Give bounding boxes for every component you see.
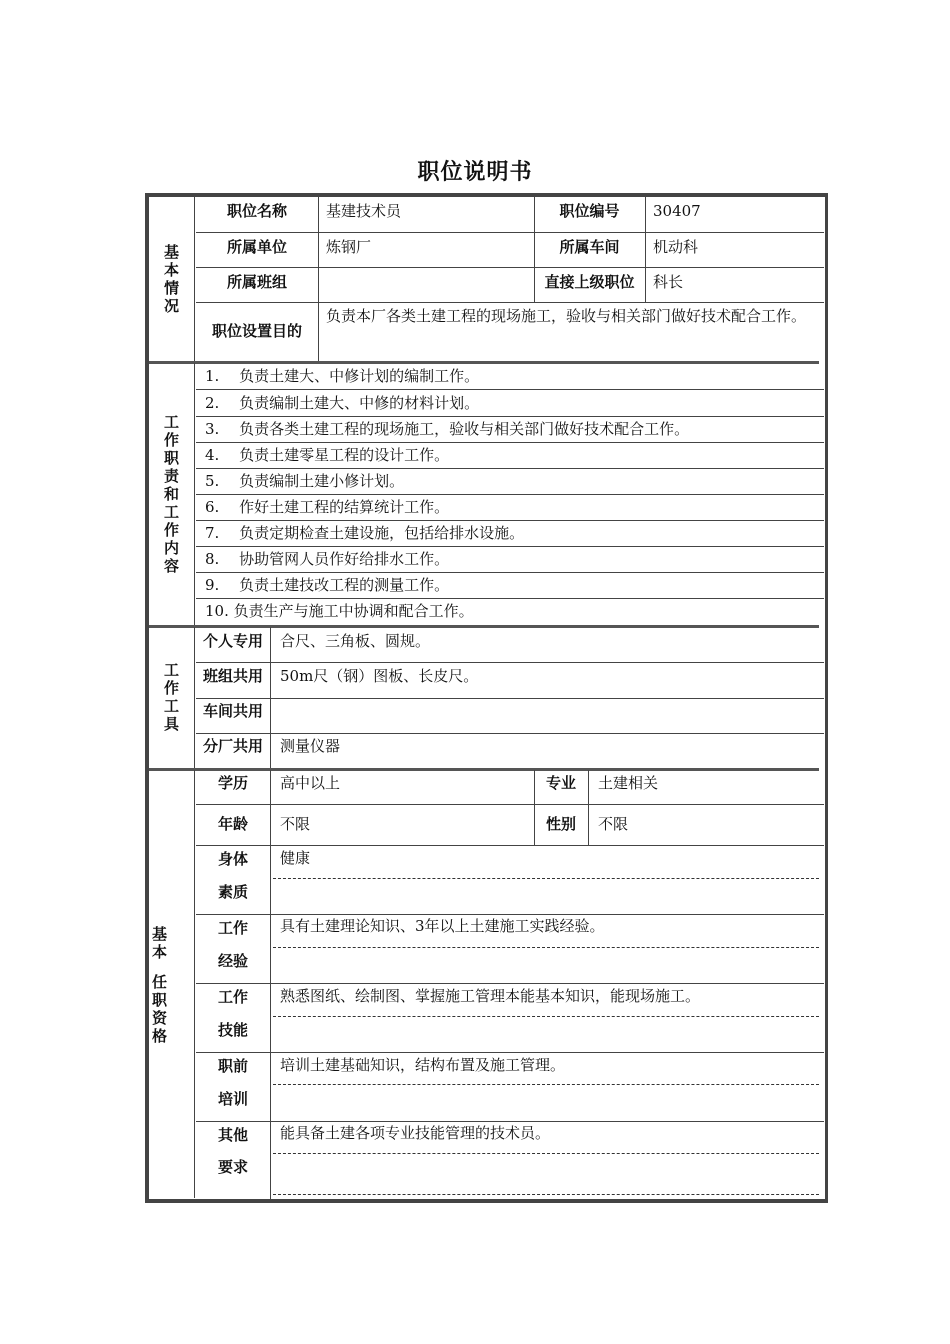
education-label: 学历 <box>217 774 248 792</box>
tool-row-value: 测量仪器 <box>280 737 341 755</box>
duty-item: 4. 负责土建零星工程的设计工作。 <box>205 446 450 464</box>
qual-row-label: 其他 <box>217 1126 248 1144</box>
qual-row-value: 健康 <box>280 849 311 867</box>
qual-row-label: 职前 <box>217 1057 248 1075</box>
qualifications-side-label: 基本 任职资格 <box>149 770 195 1198</box>
workshop-label: 所属车间 <box>559 238 620 256</box>
duty-item: 1. 负责土建大、中修计划的编制工作。 <box>205 367 480 385</box>
purpose-label: 职位设置目的 <box>211 322 302 340</box>
basic-info-side-label: 基本情况 <box>149 197 195 362</box>
duty-item: 7. 负责定期检查土建设施，包括给排水设施。 <box>205 524 525 542</box>
purpose-value: 负责本厂各类土建工程的现场施工，验收与相关部门做好技术配合工作。 <box>326 307 807 325</box>
duty-item: 10. 负责生产与施工中协调和配合工作。 <box>205 602 474 620</box>
duty-item: 3. 负责各类土建工程的现场施工，验收与相关部门做好技术配合工作。 <box>205 420 690 438</box>
duty-item: 9. 负责土建技改工程的测量工作。 <box>205 576 450 594</box>
qual-row-label: 素质 <box>217 883 248 901</box>
tool-row-label: 班组共用 <box>202 667 263 685</box>
qual-row-value: 培训土建基础知识，结构布置及施工管理。 <box>280 1056 566 1074</box>
unit-value: 炼钢厂 <box>326 238 372 256</box>
team-label: 所属班组 <box>226 273 287 291</box>
qual-row-label: 技能 <box>217 1021 248 1039</box>
major-label: 专业 <box>545 774 576 792</box>
duties-side-label: 工作职责和工作内容 <box>149 363 195 626</box>
gender-value: 不限 <box>598 815 629 833</box>
age-value: 不限 <box>280 815 311 833</box>
tool-row-value: 50m尺（钢）图板、长皮尺。 <box>280 667 479 685</box>
qual-row-label: 要求 <box>217 1158 248 1176</box>
position-name-value: 基建技术员 <box>326 202 402 220</box>
qual-row-label: 经验 <box>217 952 248 970</box>
duty-item: 6. 作好土建工程的结算统计工作。 <box>205 498 450 516</box>
unit-label: 所属单位 <box>226 238 287 256</box>
duty-item: 8. 协助管网人员作好给排水工作。 <box>205 550 450 568</box>
major-value: 土建相关 <box>598 774 659 792</box>
position-code-label: 职位编号 <box>559 202 620 220</box>
position-code-value: 30407 <box>653 202 701 220</box>
supervisor-value: 科长 <box>653 273 684 291</box>
qual-row-label: 培训 <box>217 1090 248 1108</box>
tool-row-label: 车间共用 <box>202 702 263 720</box>
supervisor-label: 直接上级职位 <box>544 273 635 291</box>
tools-side-label: 工作工具 <box>149 627 195 768</box>
qual-row-label: 工作 <box>217 988 248 1006</box>
qual-row-label: 工作 <box>217 919 248 937</box>
age-label: 年龄 <box>217 815 248 833</box>
tool-row-value: 合尺、三角板、圆规。 <box>280 632 431 650</box>
duty-item: 2. 负责编制土建大、中修的材料计划。 <box>205 394 480 412</box>
qual-row-value: 具有土建理论知识、3年以上土建施工实践经验。 <box>280 917 605 935</box>
position-name-label: 职位名称 <box>226 202 287 220</box>
qual-row-value: 能具备土建各项专业技能管理的技术员。 <box>280 1124 551 1142</box>
duty-item: 5. 负责编制土建小修计划。 <box>205 472 405 490</box>
workshop-value: 机动科 <box>653 238 699 256</box>
tool-row-label: 分厂共用 <box>202 737 263 755</box>
qual-row-label: 身体 <box>217 850 248 868</box>
gender-label: 性别 <box>545 815 576 833</box>
qual-row-value: 熟悉图纸、绘制图、掌握施工管理本能基本知识，能现场施工。 <box>280 987 701 1005</box>
page-title: 职位说明书 <box>417 160 533 185</box>
education-value: 高中以上 <box>280 774 341 792</box>
tool-row-label: 个人专用 <box>202 632 263 650</box>
